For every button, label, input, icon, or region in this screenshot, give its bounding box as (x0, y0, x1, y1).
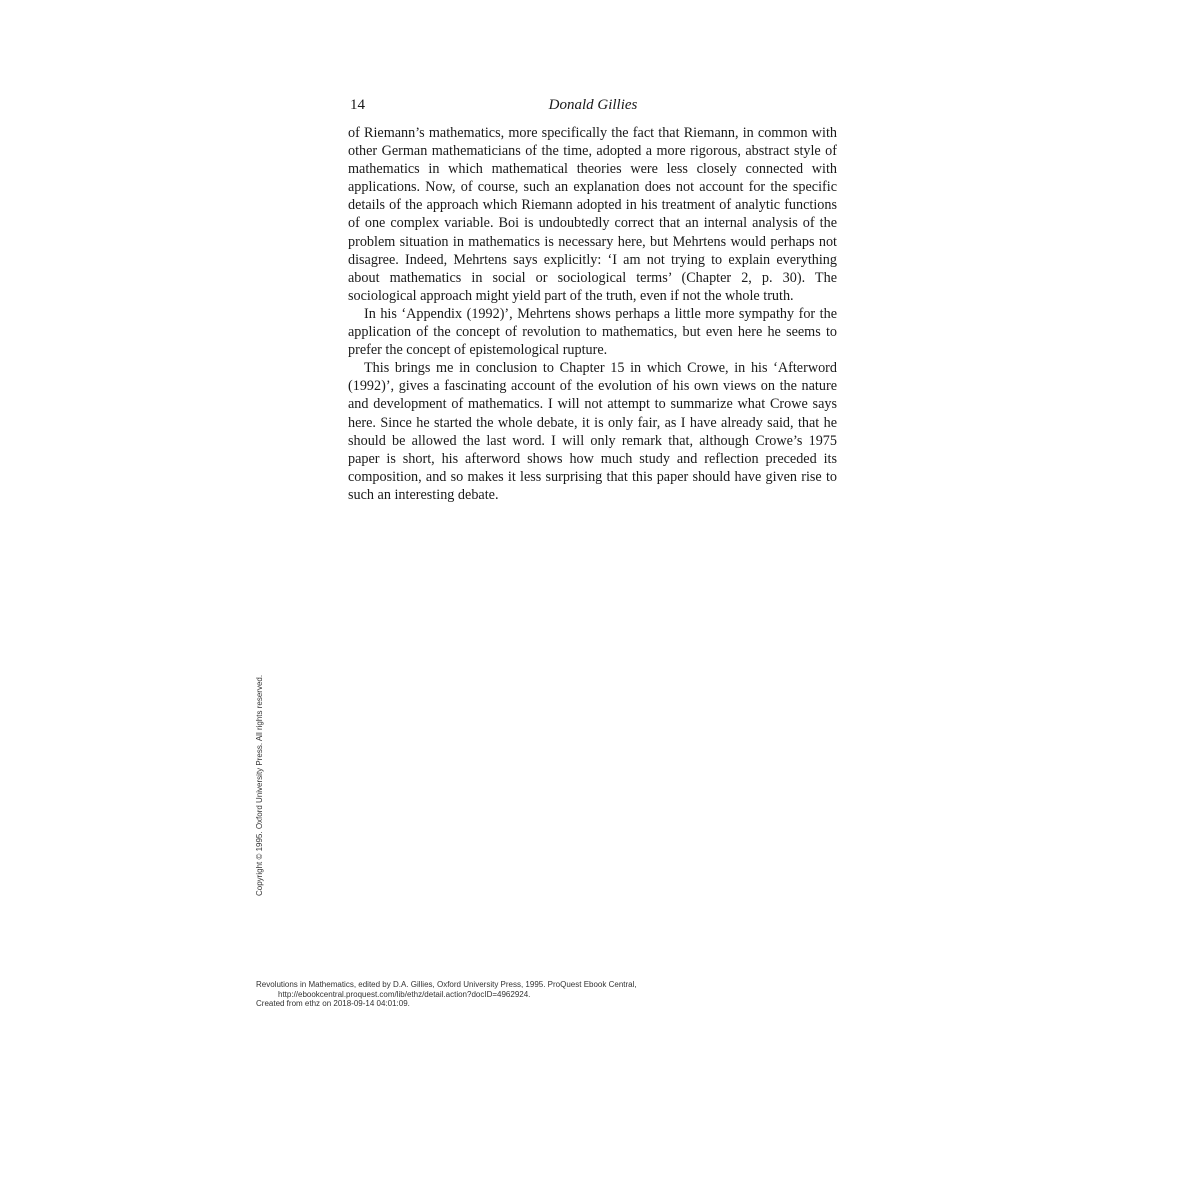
footer-url[interactable]: http://ebookcentral.proquest.com/lib/ethz/detail.action?docID=4962924. (278, 989, 531, 999)
body-text (348, 124, 837, 504)
footer (256, 980, 637, 1009)
paragraph-2: In his ‘Appendix (1992)’, Mehrtens shows perhaps a little more sympathy for the application of the concept of revolution to mathematics, but even here he seems to prefer the concept of epistemological rupture. (348, 305, 837, 359)
footer-citation: Revolutions in Mathematics, edited by D.A. Gillies, Oxford University Press, 1995. ProQuest Ebook Central, (256, 980, 637, 989)
running-head: Donald Gillies (548, 97, 638, 113)
paragraph-1: of Riemann’s mathematics, more specifically the fact that Riemann, in common with other German mathematicians of the time, adopted a more rigorous, abstract style of mathematics in which mathematical theories were less closely connected with applications. Now, of course, such an explanation does not account for the specific details of the approach which Riemann adopted in his treatment of analytic functions of one complex variable. Boi is undoubtedly correct that an internal analysis of the problem situation in mathematics is necessary here, but Mehrtens would perhaps not disagree. Indeed, Mehrtens says explicitly: ‘I am not trying to explain everything about mathematics in social or sociological terms’ (Chapter 2, p. 30). The sociological approach might yield part of the truth, even if not the whole truth. (348, 125, 837, 304)
footer-created: Created from ethz on 2018-09-14 04:01:09. (256, 999, 410, 1008)
copyright-notice: Copyright © 1995. Oxford University Press. All rights reserved. (255, 674, 264, 896)
paragraph-3: This brings me in conclusion to Chapter 15 in which Crowe, in his ‘Afterword (1992)’, gives a fascinating account of the evolution of his own views on the nature and development of mathematics. I will not attempt to summarize what Crowe says here. Since he started the whole debate, it is only fair, as I have already said, that he should be allowed the last word. I will only remark that, although Crowe’s 1975 paper is short, his afterword shows how much study and reflection preceded its composition, and so makes it less surprising that this paper should have given rise to such an interesting debate. (348, 360, 837, 503)
page-number: 14 (350, 97, 365, 113)
